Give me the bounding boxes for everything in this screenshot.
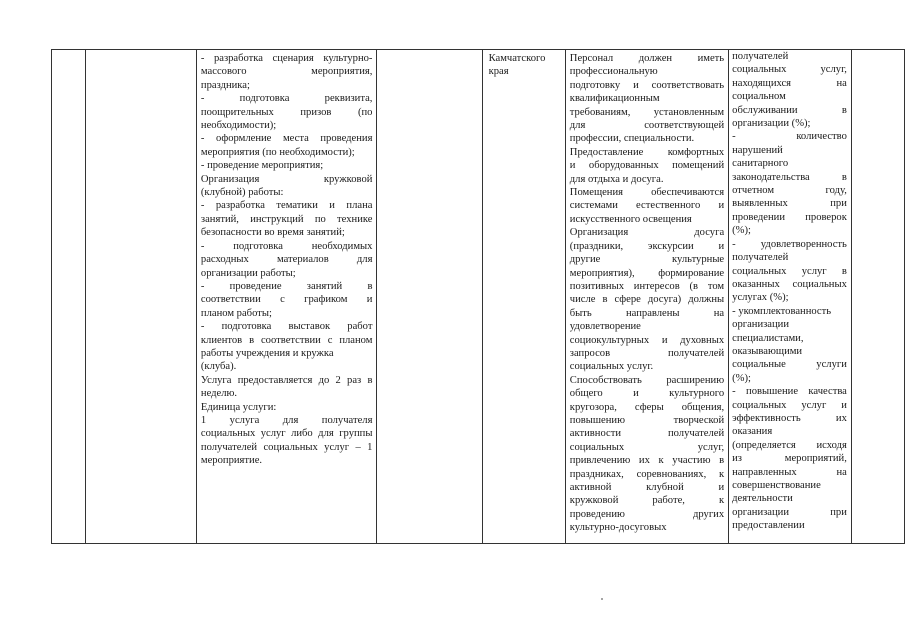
indicators-cell	[729, 50, 852, 544]
service-description-cell	[196, 50, 377, 544]
cell-text-line: профессии, специальности.	[569, 133, 695, 145]
cell-text-line: - подготовка необходимых	[200, 240, 373, 252]
cell-text-line: нарушений	[732, 144, 783, 156]
cell-text-line: искусственного освещения	[569, 213, 692, 225]
service-name-cell	[86, 50, 197, 544]
cell-text-line: быть направлены на	[569, 307, 725, 319]
cell-text-line: запросов получателей	[569, 347, 725, 359]
cell-text-line: получателей	[732, 252, 789, 264]
cell-text-line: организации при	[732, 506, 847, 518]
cell-text-line: (%);	[732, 225, 751, 237]
cell-text-line: оказанных социальных	[732, 278, 847, 290]
cell-text-line: повышению творческой	[569, 414, 725, 426]
cell-text-line: санитарного	[732, 158, 789, 170]
cell-text-line: получателей	[732, 51, 789, 62]
cell-text-line: соответствии с графиком и	[200, 294, 373, 306]
cell-text-line: предоставлении	[732, 520, 805, 532]
cell-text-line: (определяется исходя	[732, 439, 847, 451]
cell-text-line: специалистами,	[732, 332, 804, 344]
cell-text-line: общего и культурного	[569, 388, 725, 400]
cell-text-line: удовлетворение	[569, 321, 641, 333]
cell-text-line: (клубной) работы:	[200, 187, 284, 199]
cell-text-line: - подготовка реквизита,	[200, 93, 373, 105]
cell-text-line: оказывающими	[732, 345, 803, 357]
cell-text-line: деятельности	[732, 493, 793, 505]
cell-text-line: Камчатского	[488, 53, 546, 64]
cell-text-line: (клуба).	[200, 361, 237, 373]
region-cell	[482, 50, 565, 544]
cell-text-line: позитивных интересов (в том	[569, 280, 725, 292]
cell-text-line: социальных услуг в	[732, 265, 847, 277]
cell-text-line: Единица услуги:	[200, 401, 277, 413]
cell-text-line: мероприятия), формирование	[569, 267, 725, 279]
cell-text-line: системами естественного и	[569, 200, 725, 212]
cell-text-line: организации (%);	[732, 118, 811, 130]
cell-text-line: услугах (%);	[732, 292, 789, 304]
cell-text-line: (%);	[732, 372, 751, 384]
cell-text-line: проведении проверок	[732, 211, 847, 223]
table-row	[52, 50, 905, 544]
cell-text-line: профессиональную	[569, 66, 658, 78]
cell-text-line: социальных услуг и	[732, 399, 847, 411]
cell-text-line: мероприятия (по необходимости);	[200, 146, 355, 158]
cell-text-line: праздника;	[200, 79, 250, 91]
cell-text-line: из мероприятий,	[732, 453, 847, 465]
cell-text-line: - проведение занятий в	[200, 280, 373, 292]
conditions-text	[566, 50, 728, 543]
service-description-text	[197, 50, 377, 543]
cell-text-line: обслуживании в	[732, 104, 847, 116]
norm-cell	[377, 50, 482, 544]
cell-text-line: активности получателей	[569, 428, 725, 440]
cell-text-line: работы учреждения и кружка	[200, 347, 334, 359]
cell-text-line: культурно-досуговых	[569, 522, 667, 534]
region-text	[483, 50, 565, 543]
cell-text-line: Организация кружковой	[200, 173, 373, 185]
cell-text-line: числе в сфере досуга) должны	[569, 294, 725, 306]
cell-text-line: социальных услуг,	[732, 64, 847, 76]
cell-text-line: Услуга предоставляется до 2 раз в	[200, 374, 373, 386]
cell-text-line: для соответствующей	[569, 120, 725, 132]
cell-text-line: - разработка тематики и плана	[200, 200, 373, 212]
cell-text-line: законодательства в	[732, 171, 847, 183]
cell-text-line: праздниках, соревнованиях, к	[569, 468, 725, 480]
cell-text-line: социальных услуг либо для группы	[200, 428, 373, 440]
cell-text-line: необходимости);	[200, 120, 277, 132]
cell-text-line: - проведение мероприятия;	[200, 160, 324, 172]
cell-text-line: другие культурные	[569, 254, 725, 266]
cell-text-line: безопасности во время занятий;	[200, 227, 345, 239]
cell-text-line: совершенствование	[732, 480, 821, 491]
cell-text-line: направленных на	[732, 466, 847, 478]
cell-text-line: занятий, инструкций по технике	[200, 213, 373, 225]
cell-text-line: края	[488, 66, 509, 78]
scan-speck	[601, 598, 603, 600]
cell-text-line: оказания	[732, 426, 773, 438]
cell-text-line: организации работы;	[200, 267, 296, 279]
cell-text-line: планом работы;	[200, 307, 272, 319]
cell-text-line: - повышение качества	[732, 386, 847, 398]
services-table	[51, 49, 905, 544]
cell-text-line: проведению других	[569, 508, 725, 520]
cell-text-line: требованиям, установленным	[569, 106, 725, 118]
cell-text-line: находящихся на	[732, 77, 847, 89]
cell-text-line: расходных материалов для	[200, 254, 373, 266]
cell-text-line: мероприятие.	[200, 455, 263, 467]
cell-text-line: - удовлетворенность	[732, 238, 847, 250]
cell-text-line: квалификационным	[569, 93, 660, 105]
cell-text-line: - оформление места проведения	[200, 133, 373, 145]
cell-text-line: - количество	[732, 131, 847, 143]
cell-text-line: Помещения обеспечиваются	[569, 187, 725, 199]
cell-text-line: поощрительных призов (по	[200, 106, 373, 118]
number-cell	[52, 50, 86, 544]
indicators-text	[729, 50, 851, 543]
cell-text-line: получателей социальных услуг – 1	[200, 441, 373, 453]
cell-text-line: активной клубной и	[569, 482, 725, 493]
cell-text-line: (праздники, экскурсии и	[569, 240, 725, 252]
cell-text-line: социальные услуги	[732, 359, 847, 371]
cell-text-line: - подготовка выставок работ	[200, 321, 373, 333]
cell-text-line: кружковой работе, к	[569, 495, 725, 507]
cell-text-line: Организация досуга	[569, 227, 725, 239]
cell-text-line: Предоставление комфортных	[569, 146, 725, 158]
cell-text-line: организации	[732, 319, 790, 331]
notes-cell	[851, 50, 904, 544]
cell-text-line: социальных услуг.	[569, 361, 654, 373]
cell-text-line: неделю.	[200, 388, 238, 400]
cell-text-line: - разработка сценария культурно-	[200, 53, 373, 64]
cell-text-line: эффективность их	[732, 412, 847, 424]
cell-text-line: Способствовать расширению	[569, 374, 725, 386]
cell-text-line: отчетном году,	[732, 185, 847, 197]
cell-text-line: привлечению их к участию в	[569, 455, 725, 467]
conditions-cell	[565, 50, 728, 544]
cell-text-line: подготовку и соответствовать	[569, 79, 725, 91]
cell-text-line: кругозора, сферы общения,	[569, 401, 725, 413]
cell-text-line: Персонал должен иметь	[569, 53, 725, 64]
cell-text-line: социальных услуг,	[569, 441, 725, 453]
cell-text-line: и оборудованных помещений	[569, 160, 725, 172]
cell-text-line: массового мероприятия,	[200, 66, 373, 78]
cell-text-line: - укомплектованность	[732, 305, 832, 317]
cell-text-line: социокультурных и духовных	[569, 334, 725, 346]
cell-text-line: клиентов в соответствии с планом	[200, 334, 373, 346]
cell-text-line: для отдыха и досуга.	[569, 173, 664, 185]
cell-text-line: выявленных при	[732, 198, 847, 210]
cell-text-line: 1 услуга для получателя	[200, 414, 373, 426]
cell-text-line: социальном	[732, 91, 786, 103]
